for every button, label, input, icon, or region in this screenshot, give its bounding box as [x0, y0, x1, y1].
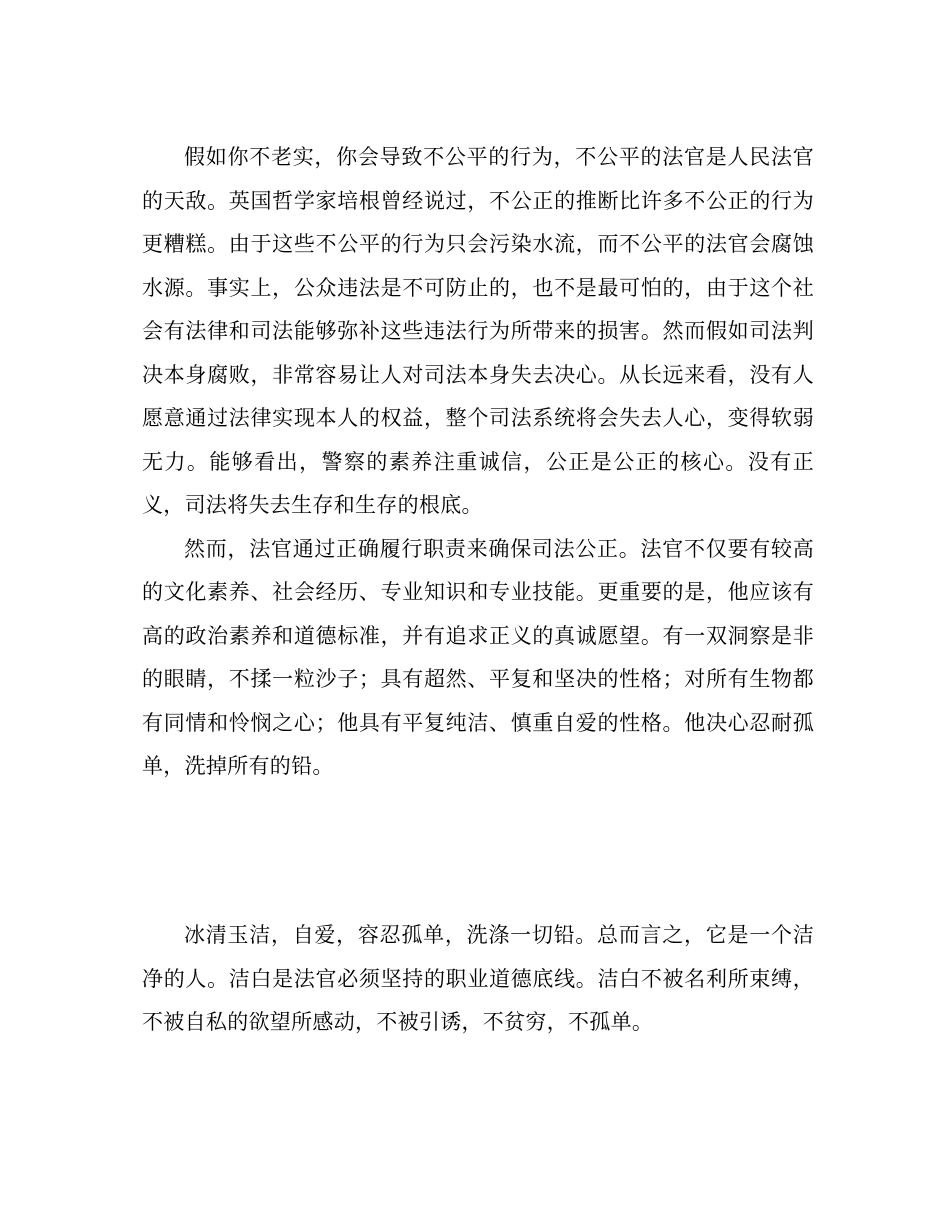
body-text-lower	[142, 914, 814, 1045]
paragraph-1: 假如你不老实，你会导致不公平的行为，不公平的法官是人民法官的天敌。英国哲学家培根曾经说过，不公正的推断比许多不公正的行为更糟糕。由于这些不公平的行为只会污染水流，而不公平的法官会腐蚀水源。事实上，公众违法是不可防止的，也不是最可怕的，由于这个社会有法律和司法能够弥补这些违法行为所带来的损害。然而假如司法判决本身腐败，非常容易让人对司法本身失去决心。从长远来看，没有人愿意通过法律实现本人的权益，整个司法系统将会失去人心，变得软弱无力。能够看出，警察的素养注重诚信，公正是公正的核心。没有正义，司法将失去生存和生存的根底。	[142, 145, 814, 517]
body-text-upper	[142, 136, 814, 789]
paragraph-2: 然而，法官通过正确履行职责来确保司法公正。法官不仅要有较高的文化素养、社会经历、专业知识和专业技能。更重要的是，他应该有高的政治素养和道德标准，并有追求正义的真诚愿望。有一双洞察是非的眼睛，不揉一粒沙子；具有超然、平复和坚决的性格；对所有生物都有同情和怜悯之心；他具有平复纯洁、慎重自爱的性格。他决心忍耐孤单，洗掉所有的铅。	[142, 536, 814, 778]
paragraph-3: 冰清玉洁，自爱，容忍孤单，洗涤一切铅。总而言之，它是一个洁净的人。洁白是法官必须坚持的职业道德底线。洁白不被名利所束缚，不被自私的欲望所感动，不被引诱，不贫穷，不孤单。	[142, 923, 814, 1034]
